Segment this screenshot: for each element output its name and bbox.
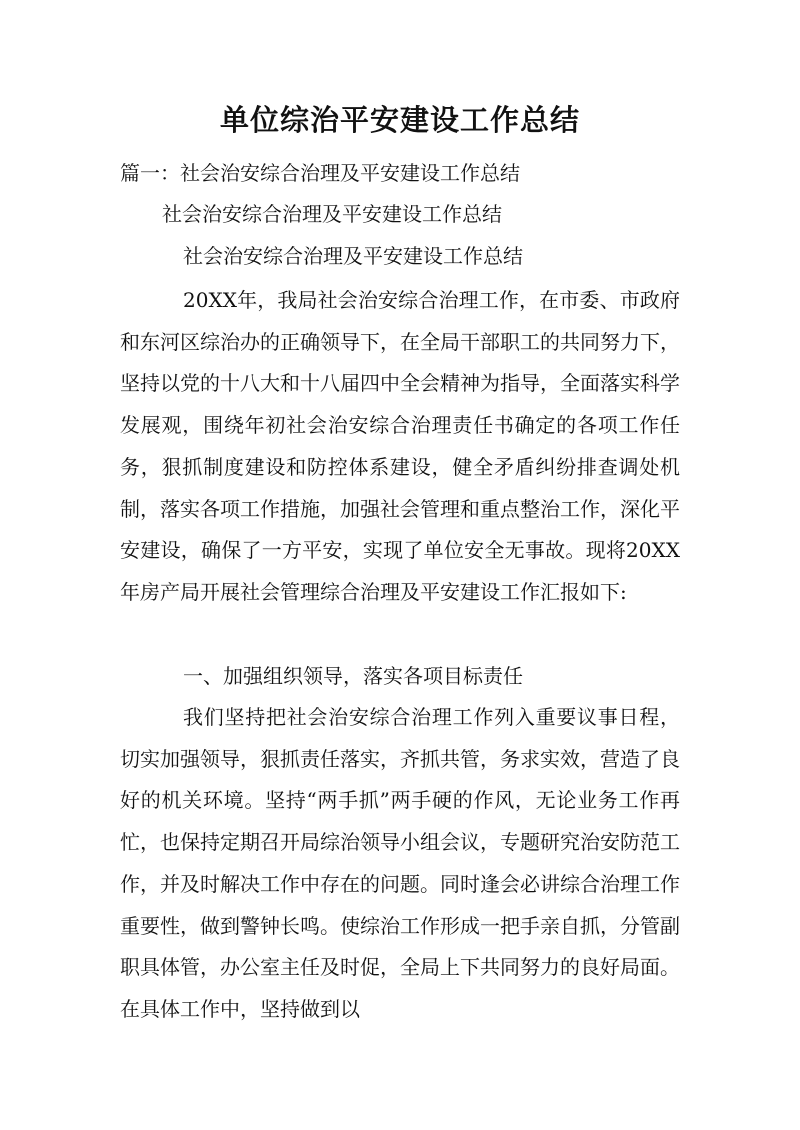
paragraph-intro: 20XX年，我局社会治安综合治理工作，在市委、市政府和东河区综治办的正确领导下，在全局干部职工的共同努力下，坚持以党的十八大和十八届四中全会精神为指导，全面落实科学发展观，围绕年初社会治安综合治理责任书确定的各项工作任务，狠抓制度建设和防控体系建设，健全矛盾纠纷排查调处机制，落实各项工作措施，加强社会管理和重点整治工作，深化平安建设，确保了一方平安，实现了单位安全无事故。现将20XX年房产局开展社会管理综合治理及平安建设工作汇报如下: — [120, 288, 680, 604]
document-title: 单位综治平安建设工作总结 — [219, 103, 580, 137]
chapter-heading: 篇一：社会治安综合治理及平安建设工作总结 — [120, 161, 520, 185]
paragraph-section-1: 我们坚持把社会治安综合治理工作列入重要议事日程，切实加强领导，狠抓责任落实，齐抓共管，务求实效，营造了良好的机关环境。坚持“两手抓”两手硬的作风，无论业务工作再忙，也保持定期召开局综治领导小组会议，专题研究治安防范工作，并及时解决工作中存在的问题。同时逢会必讲综合治理工作重要性，做到警钟长鸣。使综治工作形成一把手亲自抓，分管副职具体管，办公室主任及时促，全局上下共同努力的良好局面。在具体工作中，坚持做到以 — [120, 705, 680, 1021]
subtitle-heading: 社会治安综合治理及平安建设工作总结 — [162, 202, 502, 226]
subtitle-heading-repeat: 社会治安综合治理及平安建设工作总结 — [183, 244, 523, 268]
section-heading-1: 一、加强组织领导，落实各项目标责任 — [183, 664, 523, 688]
